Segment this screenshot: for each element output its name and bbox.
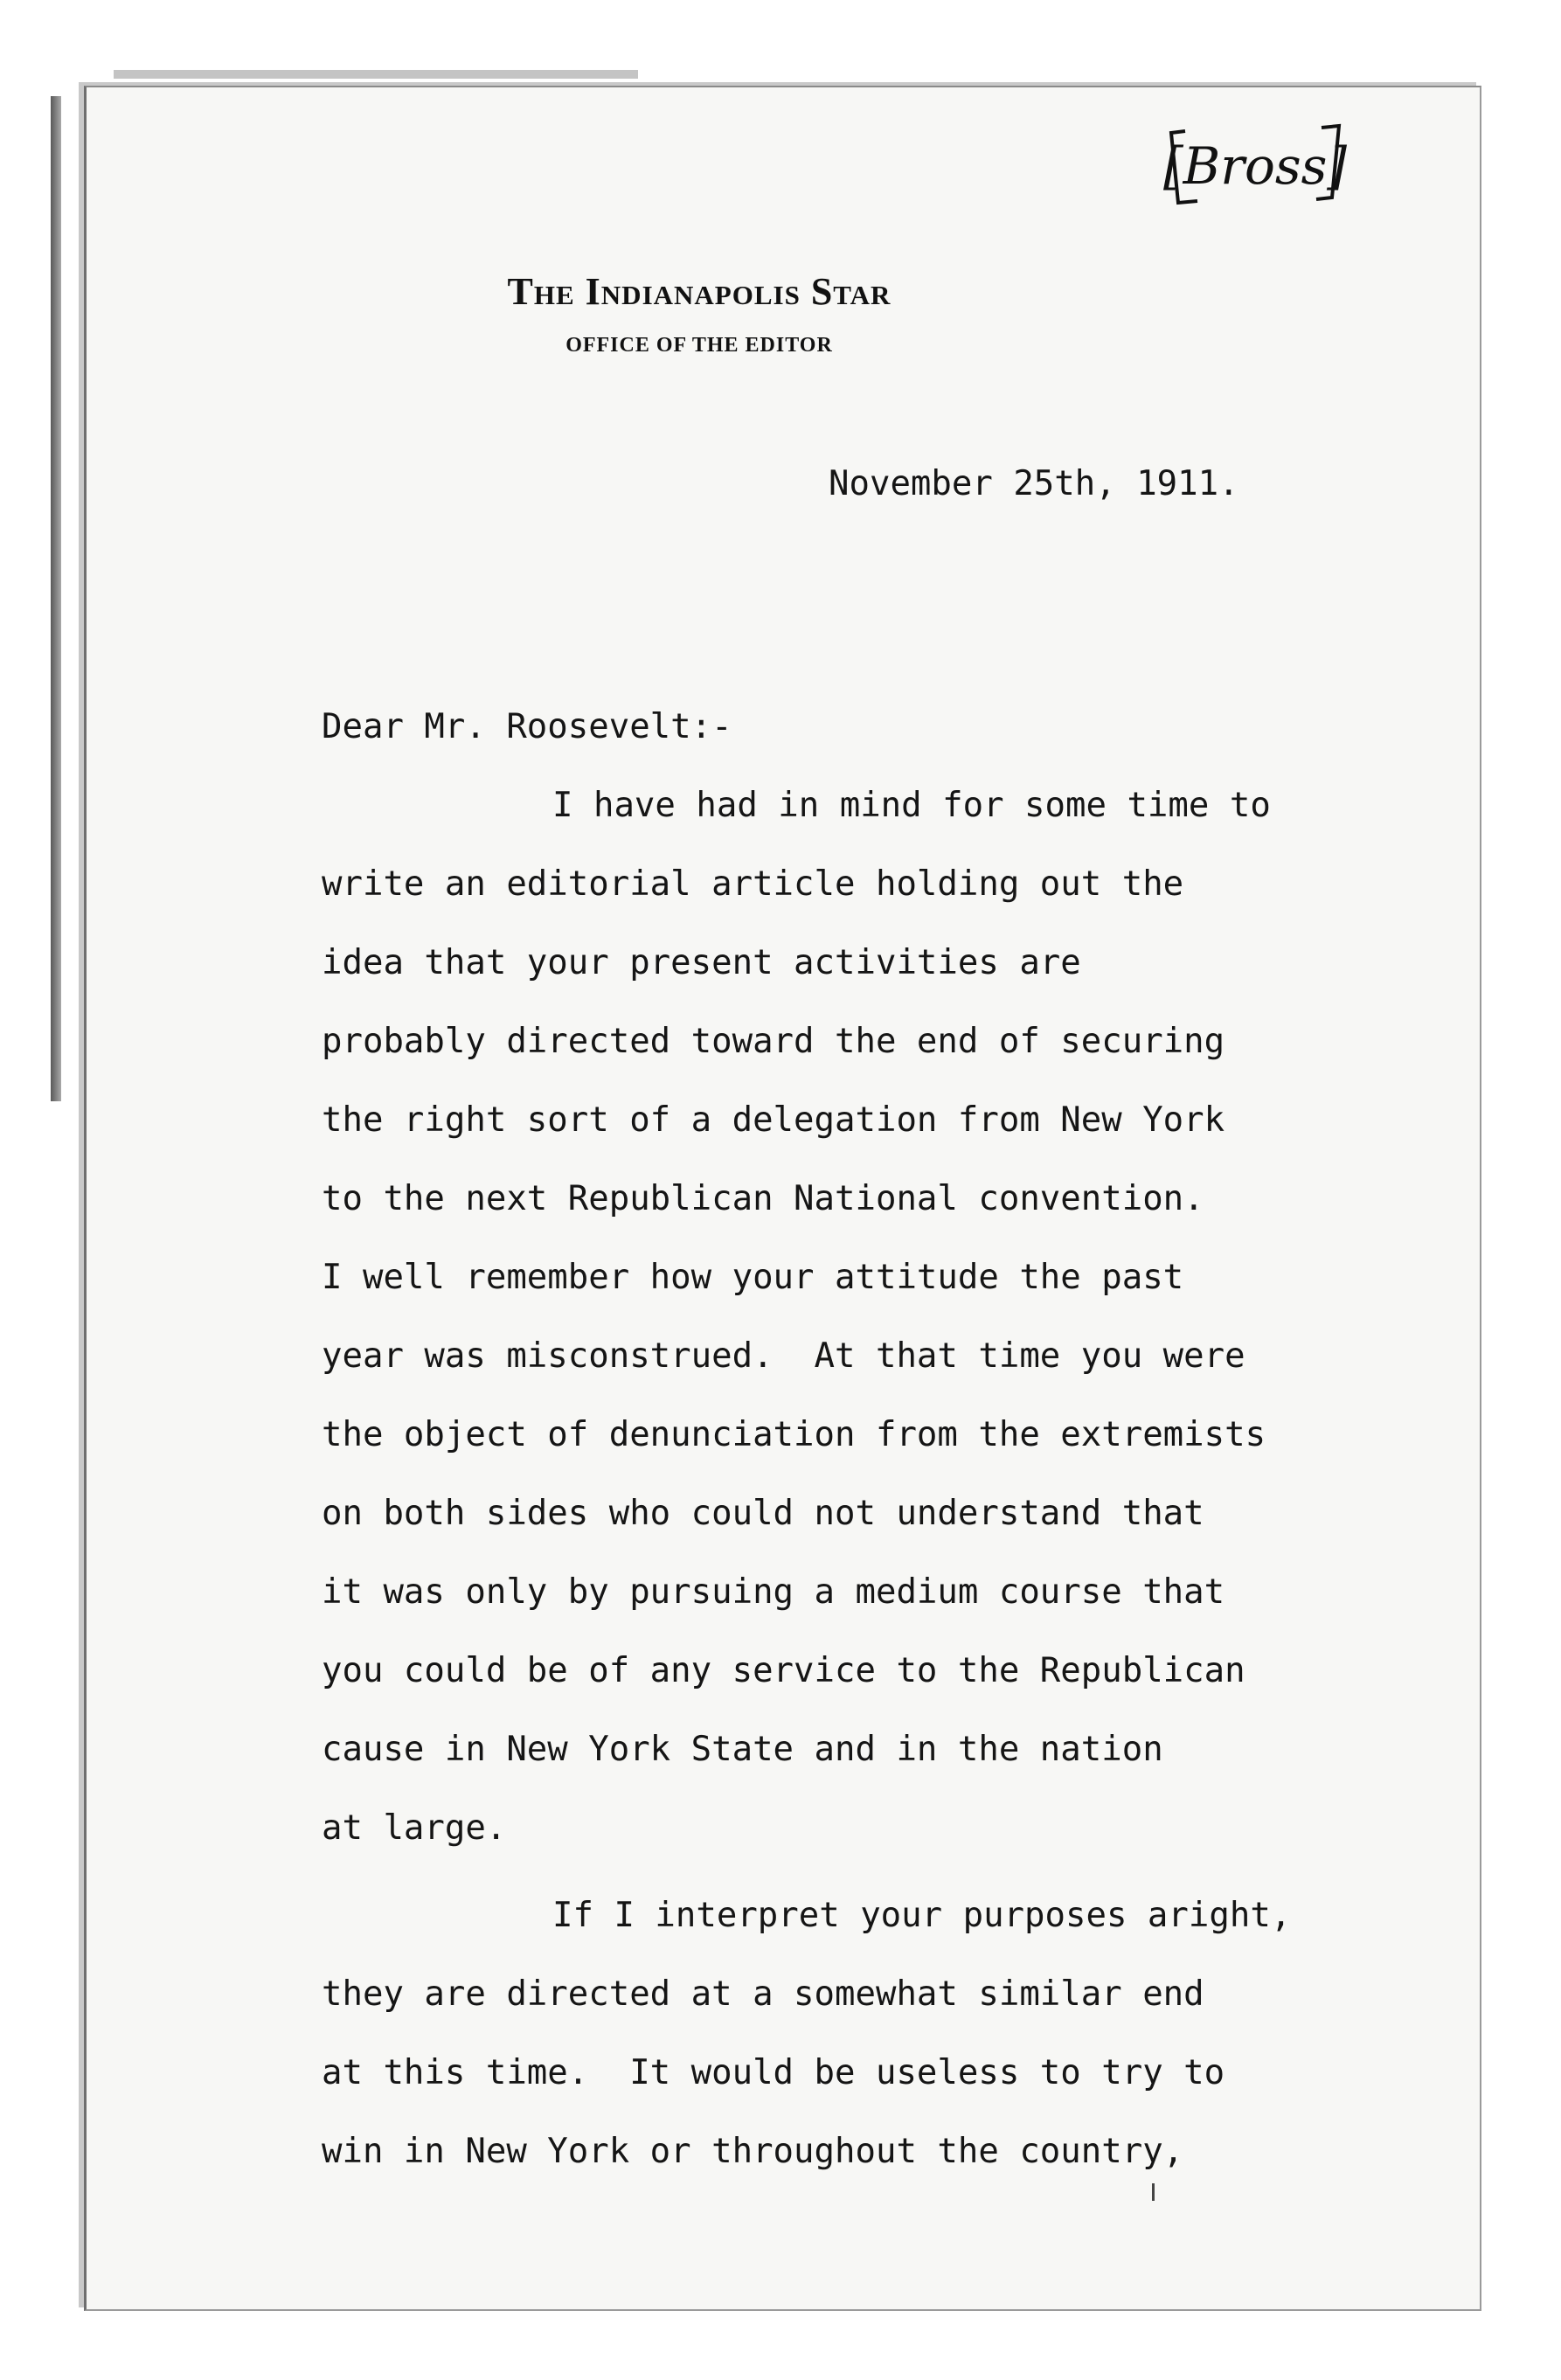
letter-line: at large. (322, 1808, 507, 1848)
letter-line: it was only by pursuing a medium course that (322, 1572, 1225, 1612)
letter-line: write an editorial article holding out the (322, 864, 1184, 904)
letter-line: at this time. It would be useless to try to (322, 2053, 1225, 2092)
handwritten-annotation (1159, 114, 1351, 219)
letter-line: they are directed at a somewhat similar end (322, 1974, 1204, 2014)
letter-line: idea that your present activities are (322, 943, 1081, 982)
letter-line: to the next Republican National convention. (322, 1179, 1204, 1218)
page-top-shadow (114, 70, 638, 79)
stray-ink-mark (1152, 2183, 1155, 2201)
annotation-label: [Bross] (1162, 136, 1348, 196)
letter-line: on both sides who could not understand that (322, 1494, 1204, 1533)
letter-line: cause in New York State and in the nation (322, 1730, 1163, 1769)
letter-line: If I interpret your purposes aright, (552, 1896, 1292, 1935)
letter-line: year was misconstrued. At that time you were (322, 1336, 1245, 1376)
letter-line: I well remember how your attitude the past (322, 1258, 1184, 1297)
letter-line: win in New York or throughout the country, (322, 2132, 1184, 2171)
page-edge-shadow (51, 96, 61, 1101)
letter-line: probably directed toward the end of securing (322, 1022, 1225, 1061)
letter-salutation: Dear Mr. Roosevelt:- (322, 707, 732, 746)
letterhead-subtitle: OFFICE OF THE EDITOR (565, 334, 833, 357)
letter-date: November 25th, 1911. (829, 464, 1239, 503)
letter-line: I have had in mind for some time to (552, 786, 1271, 825)
letter-line: the right sort of a delegation from New York (322, 1100, 1225, 1140)
letter-line: the object of denunciation from the extremists (322, 1415, 1266, 1454)
letter-line: you could be of any service to the Republican (322, 1651, 1245, 1690)
letterhead-title: The Indianapolis Star (507, 270, 892, 313)
